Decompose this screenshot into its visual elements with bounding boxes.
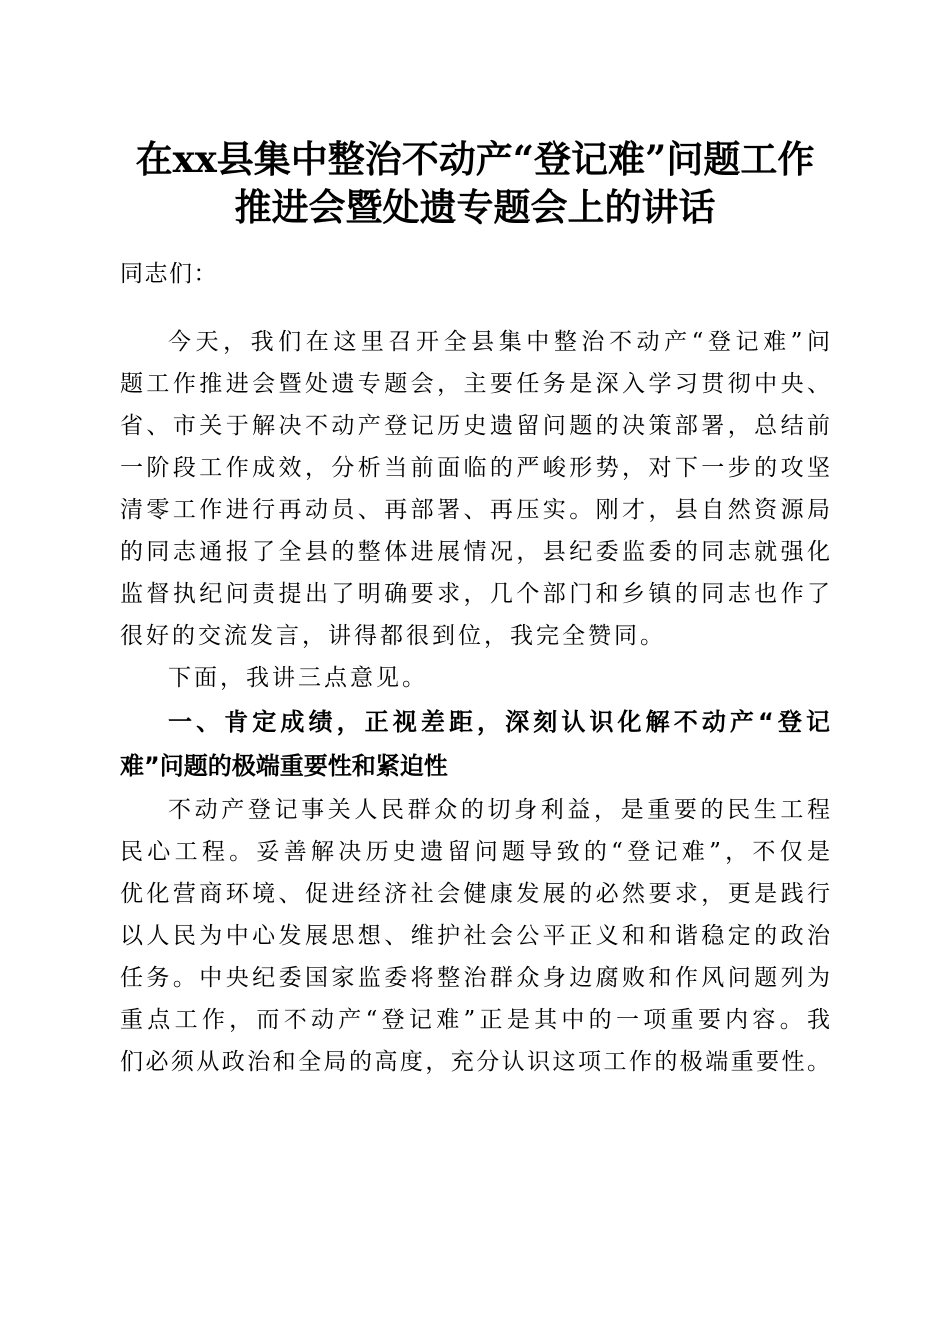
paragraph-1-line: 监督执纪问责提出了明确要求，几个部门和乡镇的同志也作了 (120, 581, 830, 607)
paragraph-1-line: 题工作推进会暨处遗专题会，主要任务是深入学习贯彻中央、 (120, 371, 830, 397)
paragraph-3-line: 民心工程。妥善解决历史遗留问题导致的“登记难”，不仅是 (120, 839, 830, 865)
section-heading-line-2: 难”问题的极端重要性和紧迫性 (120, 752, 448, 780)
paragraph-3-line: 们必须从政治和全局的高度，充分认识这项工作的极端重要性。 (120, 1049, 830, 1075)
paragraph-3-line: 以人民为中心发展思想、维护社会公平正义和和谐稳定的政治 (120, 923, 830, 949)
paragraph-3-line: 不动产登记事关人民群众的切身利益，是重要的民生工程 (168, 797, 830, 823)
document-title-line-2: 推进会暨处遗专题会上的讲话 (234, 185, 716, 229)
paragraph-1-line: 很好的交流发言，讲得都很到位，我完全赞同。 (120, 623, 666, 649)
paragraph-3-line: 任务。中央纪委国家监委将整治群众身边腐败和作风问题列为 (120, 965, 830, 991)
paragraph-3-line: 优化营商环境、促进经济社会健康发展的必然要求，更是践行 (120, 881, 830, 907)
paragraph-2: 下面，我讲三点意见。 (168, 665, 428, 691)
document-title-line-1: 在xx县集中整治不动产“登记难”问题工作 (135, 137, 815, 181)
section-heading-line-1: 一、肯定成绩，正视差距，深刻认识化解不动产“登记 (168, 708, 830, 736)
salutation: 同志们： (120, 261, 218, 287)
paragraph-1-line: 的同志通报了全县的整体进展情况，县纪委监委的同志就强化 (120, 539, 830, 565)
paragraph-1-line: 一阶段工作成效，分析当前面临的严峻形势，对下一步的攻坚 (120, 455, 830, 481)
paragraph-1-line: 省、市关于解决不动产登记历史遗留问题的决策部署，总结前 (120, 413, 830, 439)
paragraph-1-line: 今天，我们在这里召开全县集中整治不动产“登记难”问 (168, 329, 830, 355)
paragraph-3-line: 重点工作，而不动产“登记难”正是其中的一项重要内容。我 (120, 1007, 830, 1033)
paragraph-1-line: 清零工作进行再动员、再部署、再压实。刚才，县自然资源局 (120, 497, 830, 523)
